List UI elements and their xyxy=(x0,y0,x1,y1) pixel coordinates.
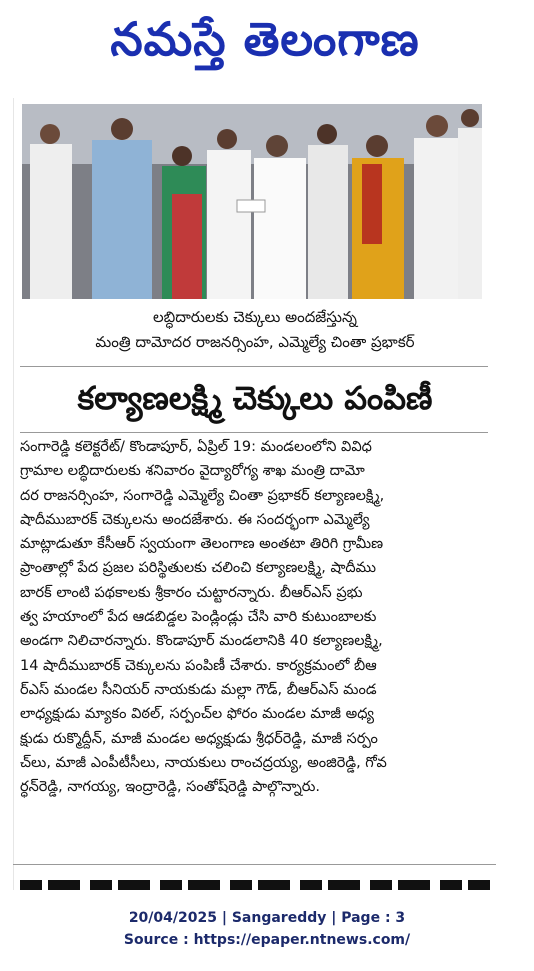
photo-caption-line2: మంత్రి దామోదర రాజనర్సింహ, ఎమ్మెల్యే చింతా ప్రభాకర్ xyxy=(95,333,415,351)
article-line: త్వ హయాంలో పేద ఆడబిడ్డల పెండ్లిండ్లు చేసి వారి కుటుంబాలకు xyxy=(20,609,377,626)
article-line: 14 షాదీముబారక్ చెక్కులను పంపిణీ చేశారు. కార్యక్రమంలో బీఆ xyxy=(20,657,377,674)
next-headline-cutoff xyxy=(20,872,490,890)
article-line: లాధ్యక్షుడు మ్యాకం విఠల్, సర్పంచ్‌ల ఫోరం మండల మాజీ అధ్య xyxy=(20,706,374,723)
article-line: గ్రామాల లబ్ధిదారులకు శనివారం వైద్యారోగ్య శాఖ మంత్రి దామో xyxy=(20,463,365,480)
headline-rule-bottom xyxy=(20,432,488,433)
article-line: మాట్లాడుతూ కేసీఆర్ స్వయంగా తెలంగాణ అంతటా తిరిగి గ్రామీణ xyxy=(20,536,384,553)
article-line: క్షుడు రుక్మొద్దీన్, మాజీ మండల అధ్యక్షుడు శ్రీధర్‌రెడ్డి, మాజీ సర్పం xyxy=(20,730,378,747)
photo-caption-line1: లబ్ధిదారులకు చెక్కులు అందజేస్తున్న xyxy=(153,308,357,326)
article-line: దర రాజనర్సింహ, సంగారెడ్డి ఎమ్మెల్యే చింతా ప్రభాకర్ కల్యాణలక్ష్మి, xyxy=(20,487,385,504)
article-separator xyxy=(13,864,496,865)
article-line: ప్రాంతాల్లో పేద ప్రజల పరిస్థితులకు చలించి కల్యాణలక్ష్మి, షాదీము xyxy=(20,560,377,577)
article-line: షాదీముబారక్ చెక్కులను అందజేశారు. ఈ సందర్భంగా ఎమ్మెల్యే xyxy=(20,511,370,528)
footer-date-edition: 20/04/2025 | Sangareddy | Page : 3 xyxy=(128,910,406,926)
article-line: బారక్ లాంటి పథకాలకు శ్రీకారం చుట్టారన్నారు. బీఆర్ఎస్ ప్రభు xyxy=(20,584,363,601)
article-line: సంగారెడ్డి కలెక్టరేట్/ కొండాపూర్, ఏప్రిల్ 19: మండలంలోని వివిధ xyxy=(20,439,372,455)
article-line: చ్‌లు, మాజీ ఎంపీటీసీలు, నాయకులు రాంచద్రయ్య, అంజిరెడ్డి, గోవ xyxy=(20,754,387,771)
masthead-title: నమస్తే తెలంగాణ xyxy=(110,12,420,66)
headline-rule-top xyxy=(20,366,488,367)
footer-source-link[interactable]: Source : https://epaper.ntnews.com/ xyxy=(123,932,411,948)
article-line: ర్ధన్‌రెడ్డి, నాగయ్య, ఇంద్రారెడ్డి, సంతోష్‌రెడ్డి పాల్గొన్నారు. xyxy=(20,779,321,796)
article-body xyxy=(20,435,485,799)
news-photo xyxy=(22,104,482,299)
group-photo-image xyxy=(22,104,482,299)
article-headline: కల్యాణలక్ష్మి చెక్కులు పంపిణీ xyxy=(77,379,433,417)
article-line: ర్ఎస్ మండల సీనియర్ నాయకుడు మల్లా గౌడ్, బీఆర్ఎస్ మండ xyxy=(20,681,377,698)
article-line: అండగా నిలిచారన్నారు. కొండాపూర్ మండలానికి 40 కల్యాణలక్ష్మి, xyxy=(20,633,383,650)
